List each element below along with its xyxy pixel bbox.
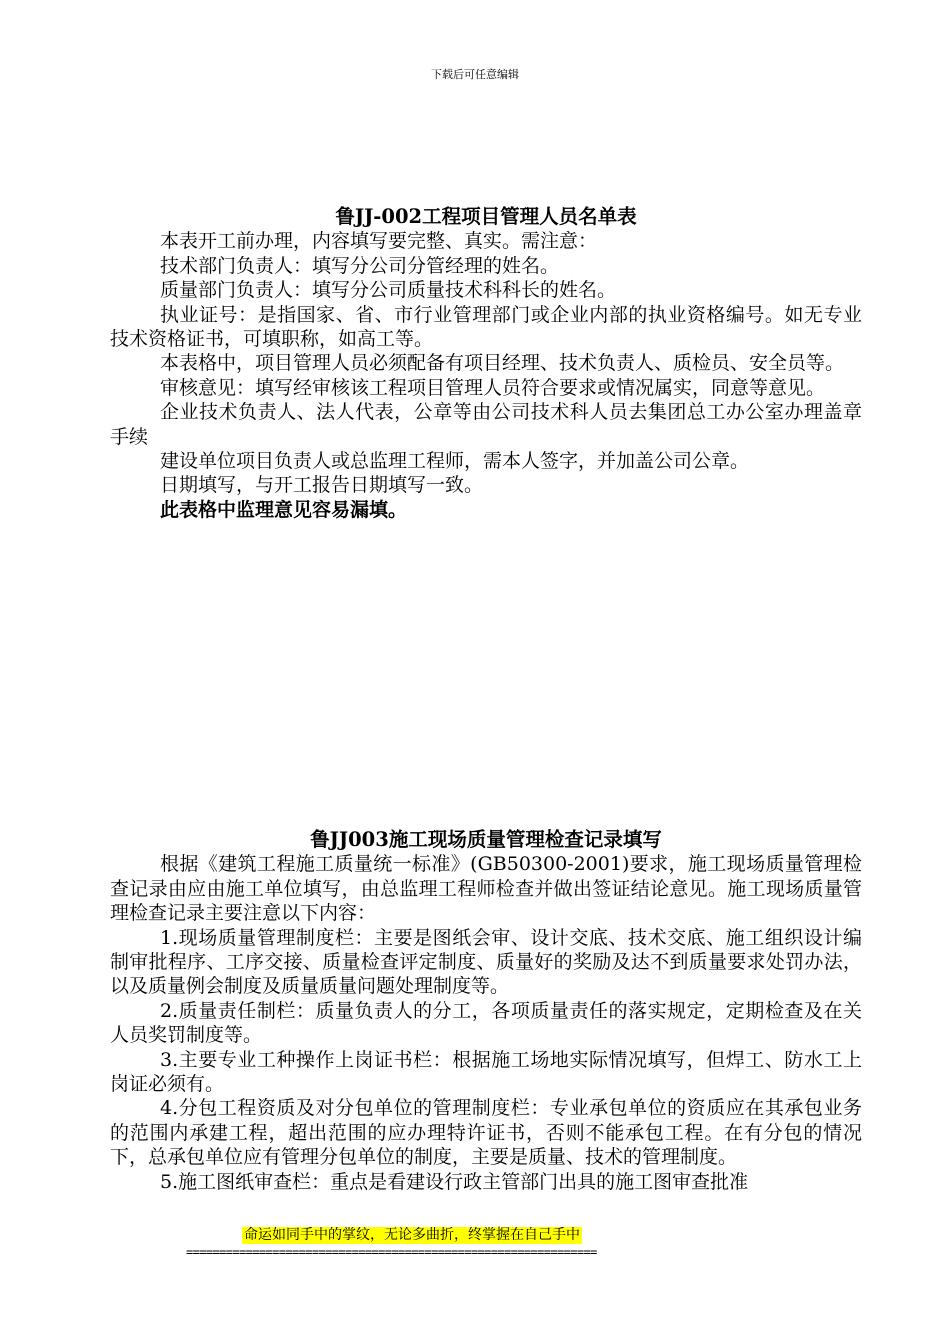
paragraph: 本表开工前办理，内容填写要完整、真实。需注意： xyxy=(160,230,598,253)
section-title: 鲁JJ-002工程项目管理人员名单表 xyxy=(335,205,637,228)
paragraph: 4.分包工程资质及对分包单位的管理制度栏：专业承包单位的资质应在其承包业务的范围内承建工程，超出范围的应办理特许证书，否则不能承包工程。在有分包的情况下，总承包单位应有管理分包单位的制度，主要是质量、技术的管理制度。 xyxy=(110,1097,862,1169)
footer-quote: 命运如同手中的掌纹，无论多曲折，终掌握在自己手中 xyxy=(244,1227,580,1243)
paragraph: 5.施工图纸审查栏：重点是看建设行政主管部门出具的施工图审查批准 xyxy=(160,1170,749,1193)
footer-rule: ============================================================== xyxy=(186,1245,597,1259)
paragraph: 执业证号：是指国家、省、市行业管理部门或企业内部的执业资格编号。如无专业技术资格证书，可填职称，如高工等。 xyxy=(110,303,862,351)
paragraph: 技术部门负责人：填写分公司分管经理的姓名。 xyxy=(160,254,560,277)
paragraph: 2.质量责任制栏：质量负责人的分工，各项质量责任的落实规定，定期检查及在关人员奖罚制度等。 xyxy=(110,999,862,1047)
paragraph: 企业技术负责人、法人代表，公章等由公司技术科人员去集团总工办公室办理盖章手续 xyxy=(110,401,862,448)
paragraph: 审核意见：填写经审核该工程项目管理人员符合要求或情况属实，同意等意见。 xyxy=(160,376,826,399)
section-title: 鲁JJ003施工现场质量管理检查记录填写 xyxy=(310,828,662,851)
paragraph: 3.主要专业工种操作上岗证书栏：根据施工场地实际情况填写，但焊工、防水工上岗证必须有。 xyxy=(110,1048,862,1096)
bold-note: 此表格中监理意见容易漏填。 xyxy=(160,498,408,521)
paragraph: 日期填写，与开工报告日期填写一致。 xyxy=(160,474,484,497)
section-personnel-list xyxy=(110,205,862,522)
paragraph: 本表格中，项目管理人员必须配备有项目经理、技术负责人、质检员、安全员等。 xyxy=(160,352,845,375)
section-quality-check-record xyxy=(110,828,862,1194)
paragraph: 1.现场质量管理制度栏：主要是图纸会审、设计交底、技术交底、施工组织设计编制审批程序、工序交接、质量检查评定制度、质量好的奖励及达不到质量要求处罚办法，以及质量例会制度及质量质量问题处理制度等。 xyxy=(110,926,862,998)
paragraph: 根据《建筑工程施工质量统一标准》(GB50300-2001)要求，施工现场质量管理检查记录由应由施工单位填写，由总监理工程师检查并做出签证结论意见。施工现场质量管理检查记录主要注意以下内容： xyxy=(110,853,862,925)
paragraph: 建设单位项目负责人或总监理工程师，需本人签字，并加盖公司公章。 xyxy=(160,450,750,473)
header-note: 下载后可任意编辑 xyxy=(431,68,519,81)
paragraph: 质量部门负责人：填写分公司质量技术科科长的姓名。 xyxy=(160,279,617,302)
